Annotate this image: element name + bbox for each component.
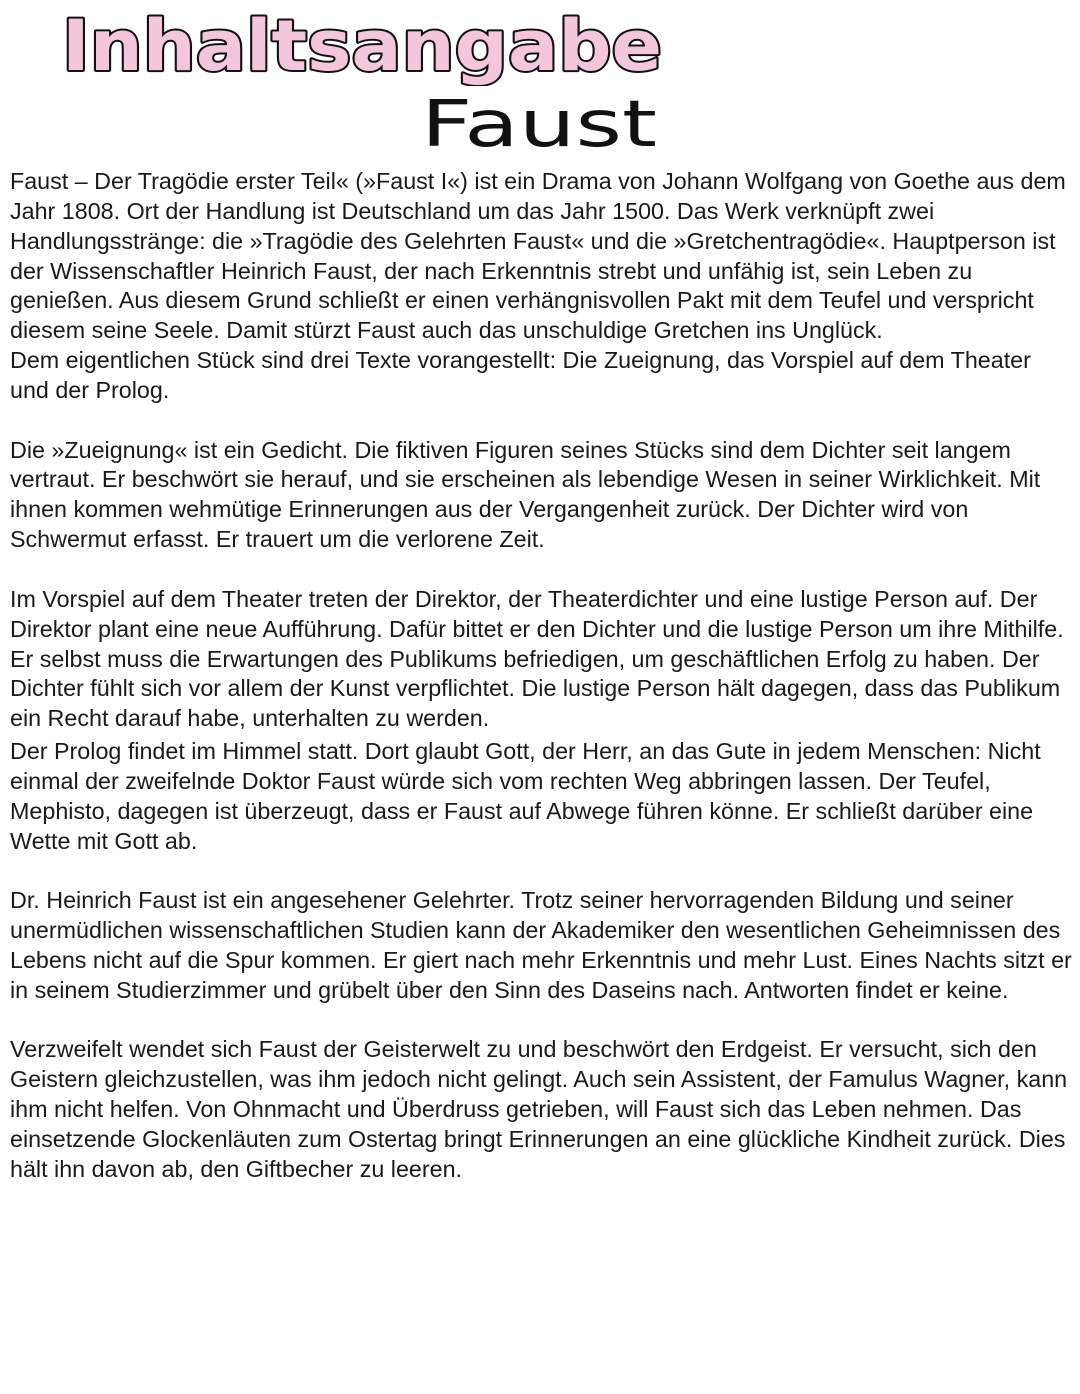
header <box>0 0 1080 170</box>
paragraph-erdgeist: Verzweifelt wendet sich Faust der Geisterwelt zu und beschwört den Erdgeist. Er versucht, sich den Geistern gleichzustellen, was ihm jedoch nicht gelingt. Auch sein Assistent, der Famulus Wagner, kann ihm nicht helfen. Von Ohnmacht und Überdruss getrieben, will Faust sich das Leben nehmen. Das einsetzende Glockenläuten zum Ostertag bringt Erinnerungen an eine glückliche Kindheit zurück. Dies hält ihn davon ab, den Giftbecher zu leeren. <box>10 1036 1068 1182</box>
paragraph-faust-gelehrter: Dr. Heinrich Faust ist ein angesehener Gelehrter. Trotz seiner hervorragenden Bildung und seiner unermüdlichen wissenschaftlichen Studien kann der Akademiker den wesentlichen Geheimnissen des Lebens nicht auf die Spur kommen. Er giert nach mehr Erkenntnis und mehr Lust. Eines Nachts sitzt er in seinem Studierzimmer und grübelt über den Sinn des Daseins nach. Antworten findet er keine. <box>10 887 1072 1003</box>
paragraph-vorspiel: Im Vorspiel auf dem Theater treten der Direktor, der Theaterdichter und eine lustige Person auf. Der Direktor plant eine neue Aufführung. Dafür bittet er den Dichter und die lustige Person um ihre Mithilfe. Er selbst muss die Erwartungen des Publikums befriedigen, um geschäftlichen Erfolg zu haben. Der Dichter fühlt sich vor allem der Kunst verpflichtet. Die lustige Person hält dagegen, dass das Publikum ein Recht darauf habe, unterhalten zu werden. <box>10 585 1064 732</box>
subtitle-text: Faust <box>421 90 657 160</box>
paragraph-prefatory-texts: Dem eigentlichen Stück sind drei Texte vorangestellt: Die Zueignung, das Vorspiel auf dem Theater und der Prolog. <box>10 347 1031 403</box>
paragraph-intro: Faust – Der Tragödie erster Teil« (»Faust I«) ist ein Drama von Johann Wolfgang von Goethe aus dem Jahr 1808. Ort der Handlung ist Deutschland um das Jahr 1500. Das Werk verknüpft zwei Handlungsstränge: die »Tragödie des Gelehrten Faust« und die »Gretchentragödie«. Hauptperson ist der Wissenschaftler Heinrich Faust, der nach Erkenntnis strebt und unfähig ist, sein Leben zu genießen. Aus diesem Grund schließt er einen verhängnisvollen Pakt mit dem Teufel und verspricht diesem seine Seele. Damit stürzt Faust auch das unschuldige Gretchen ins Unglück. <box>10 168 1066 344</box>
title-inhaltsangabe <box>58 4 668 86</box>
title-text: Inhaltsangabe <box>62 5 662 86</box>
paragraph-prolog: Der Prolog findet im Himmel statt. Dort glaubt Gott, der Herr, an das Gute in jedem Menschen: Nicht einmal der zweifelnde Doktor Faust würde sich vom rechten Weg abbringen lassen. Der Teufel, Mephisto, dagegen ist überzeugt, dass er Faust auf Abwege führen könne. Er schließt darüber eine Wette mit Gott ab. <box>10 738 1041 854</box>
paragraph-zueignung: Die »Zueignung« ist ein Gedicht. Die fiktiven Figuren seines Stücks sind dem Dichter seit langem vertraut. Er beschwört sie herauf, und sie erscheinen als lebendige Wesen in seiner Wirklichkeit. Mit ihnen kommen wehmütige Erinnerungen aus der Vergangenheit zurück. Der Dichter wird von Schwermut erfasst. Er trauert um die verlorene Zeit. <box>10 436 1041 553</box>
title-faust <box>415 90 665 160</box>
summary-body <box>10 167 1072 1185</box>
